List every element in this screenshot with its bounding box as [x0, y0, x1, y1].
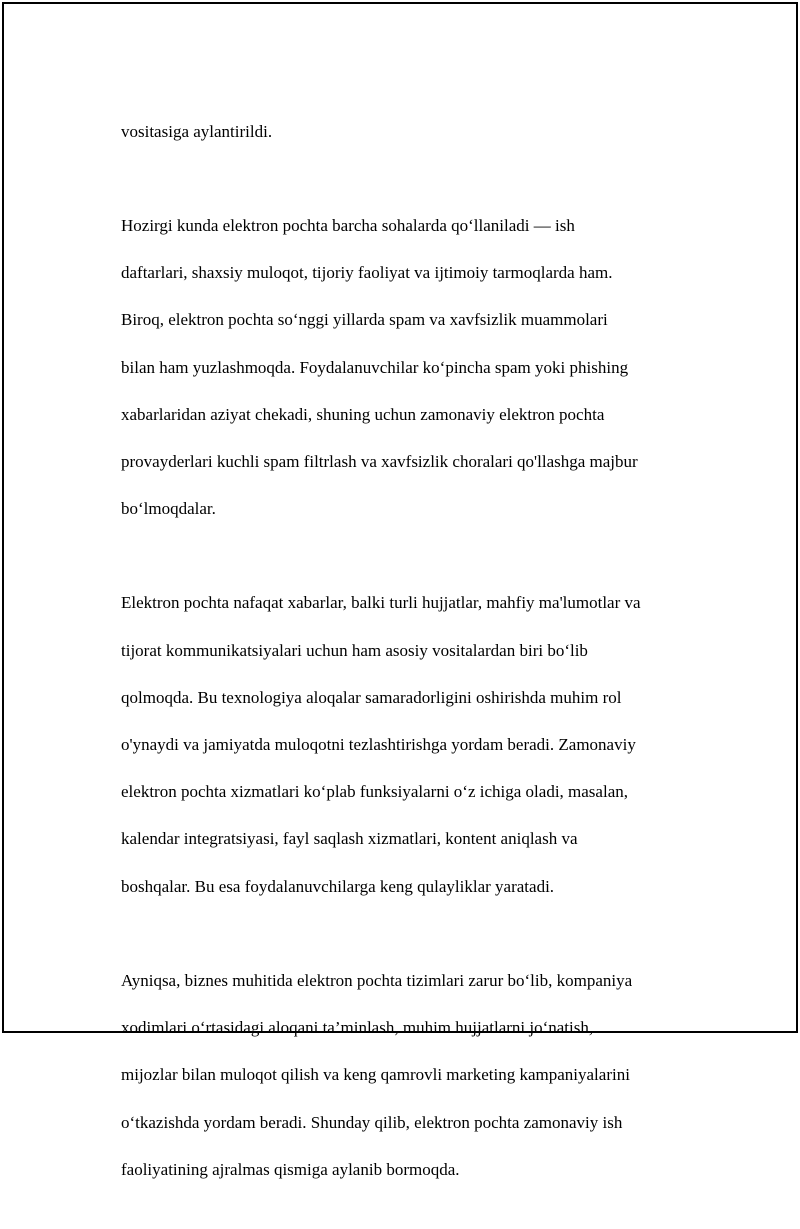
paragraph-3 [121, 568, 711, 922]
page-frame [2, 2, 798, 1179]
text-line: provayderlari kuchli spam filtrlash va xavfsizlik choralari qo'llashga majbur [121, 451, 638, 471]
text-line: bo‘lmoqdalar. [121, 499, 216, 519]
text-line: Biroq, elektron pochta so‘nggi yillarda spam va xavfsizlik muammolari [121, 310, 608, 330]
text-line: vositasiga aylantirildi. [121, 121, 273, 141]
text-line: daftarlari, shaxsiy muloqot, tijoriy faoliyat va ijtimoiy tarmoqlarda ham. [121, 263, 613, 283]
paragraph-1 [121, 96, 711, 167]
text-line: mijozlar bilan muloqot qilish va keng qamrovli marketing kampaniyalarini [121, 1065, 630, 1085]
text-line: elektron pochta xizmatlari ko‘plab funksiyalarni o‘z ichiga oladi, masalan, [121, 782, 628, 802]
text-line: Elektron pochta nafaqat xabarlar, balki turli hujjatlar, mahfiy ma'lumotlar va [121, 593, 641, 613]
text-line: faoliyatining ajralmas qismiga aylanib bormoqda. [121, 1159, 460, 1179]
text-line: Ayniqsa, biznes muhitida elektron pochta tizimlari zarur bo‘lib, kompaniya [121, 970, 633, 990]
paragraph-2 [121, 190, 711, 544]
text-line: kalendar integratsiyasi, fayl saqlash xizmatlari, kontent aniqlash va [121, 829, 578, 849]
document-body [121, 96, 711, 1229]
text-line: Hozirgi kunda elektron pochta barcha sohalarda qo‘llaniladi — ish [121, 215, 575, 235]
paragraph-4 [121, 945, 711, 1205]
text-line: o'ynaydi va jamiyatda muloqotni tezlashtirishga yordam beradi. Zamonaviy [121, 735, 636, 755]
text-line: boshqalar. Bu esa foydalanuvchilarga keng qulayliklar yaratadi. [121, 876, 555, 896]
text-line: tijorat kommunikatsiyalari uchun ham asosiy vositalardan biri bo‘lib [121, 640, 588, 660]
text-line: xodimlari o‘rtasidagi aloqani ta’minlash, muhim hujjatlarni jo‘natish, [121, 1018, 594, 1038]
text-line: qolmoqda. Bu texnologiya aloqalar samaradorligini oshirishda muhim rol [121, 687, 622, 707]
text-line: xabarlaridan aziyat chekadi, shuning uchun zamonaviy elektron pochta [121, 404, 605, 424]
text-line: o‘tkazishda yordam beradi. Shunday qilib, elektron pochta zamonaviy ish [121, 1112, 623, 1132]
text-line: bilan ham yuzlashmoqda. Foydalanuvchilar ko‘pincha spam yoki phishing [121, 357, 629, 377]
